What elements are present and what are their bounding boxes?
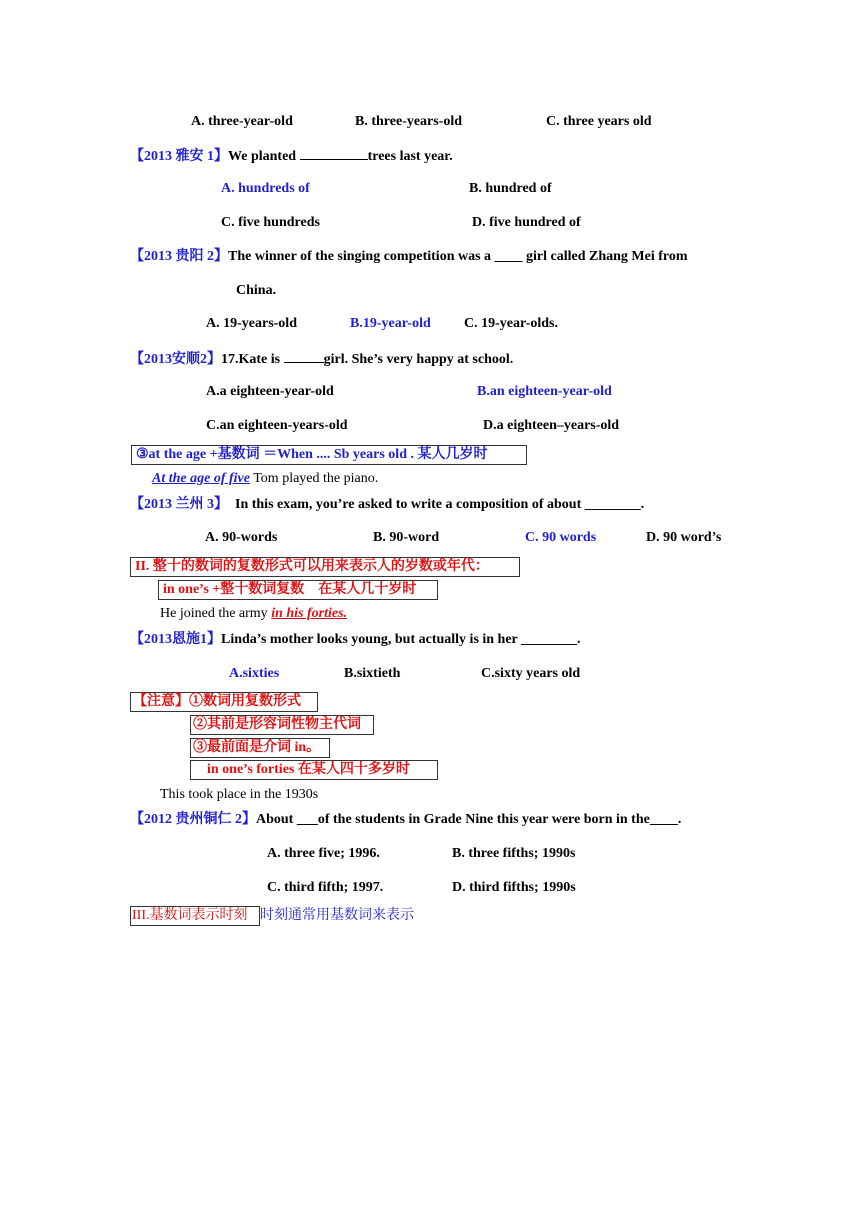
q2-option-c: C. 19-year-olds. [464,316,558,331]
q4-tag: 【2013 兰州 3】 [130,497,228,512]
q5-option-b: B.sixtieth [344,666,401,681]
q3-stem-pre: 17.Kate is [221,352,284,367]
q1-blank [300,145,368,160]
q2-option-a: A. 19-years-old [206,316,297,331]
note-line2: ②其前是形容词性物主代词 [190,715,374,735]
q1-option-c: C. five hundreds [221,215,320,230]
q5-option-c: C.sixty years old [481,666,581,681]
section3-heading: III.基数词表示时刻 [130,906,260,926]
q4-option-c: C. 90 words [525,530,597,545]
note-example: This took place in the 1930s [160,787,319,802]
section2-example-pre: He joined the army [160,606,272,621]
q4-stem [130,495,644,515]
q0-option-a: A. three-year-old [191,114,293,129]
q3-option-b: B.an eighteen-year-old [477,384,612,399]
q2-option-b: B.19-year-old [350,316,431,331]
q5-stem [130,630,581,650]
q1-option-b: B. hundred of [469,181,552,196]
q5-option-a: A.sixties [229,666,280,681]
q4-stem-text: In this exam, you’re asked to write a composition of about ________. [228,497,645,512]
section3-desc: 时刻通常用基数词来表示 [260,908,414,923]
section2-example [160,604,347,624]
q2-tag: 【2013 贵阳 2】 [130,249,228,264]
q6-option-a: A. three five; 1996. [267,846,380,861]
q6-option-c: C. third fifth; 1997. [267,880,384,895]
q3-stem [130,348,513,370]
rule3-example [152,469,378,489]
q3-stem-post: girl. She’s very happy at school. [323,352,514,367]
q3-option-a: A.a eighteen-year-old [206,384,334,399]
rule3-example-rest: Tom played the piano. [249,471,379,486]
q2-stem [130,247,688,267]
q3-blank [284,348,324,363]
q6-option-b: B. three fifths; 1990s [452,846,576,861]
note-line4: in one’s forties 在某人四十多岁时 [190,760,438,780]
section2-heading: II. 整十的数词的复数形式可以用来表示人的岁数或年代： [130,557,520,577]
q1-option-a: A. hundreds of [221,181,310,196]
q6-option-d: D. third fifths; 1990s [452,880,576,895]
section2-rule-box: in one’s +整十数词复数 在某人几十岁时 [158,580,438,600]
q6-tag: 【2012 贵州铜仁 2】 [130,812,256,827]
q1-stem-post: trees last year. [367,149,453,164]
q5-tag: 【2013恩施1】 [130,632,221,647]
q3-tag: 【2013安顺2】 [130,352,221,367]
rule3-example-em: At the age of five [152,471,250,486]
q6-stem [130,810,681,830]
section2-example-em: in his forties. [271,606,348,621]
q0-option-b: B. three-years-old [355,114,463,129]
note-line1: 【注意】①数词用复数形式 [130,692,318,712]
q1-tag: 【2013 雅安 1】 [130,149,228,164]
rule3-box: ③at the age +基数词 ＝When .... Sb years old . 某人几岁时 [131,445,527,465]
q3-option-c: C.an eighteen-years-old [206,418,348,433]
q2-stem-line2: China. [236,283,277,298]
q1-stem [130,145,453,167]
q6-stem-text: About ___of the students in Grade Nine this year were born in the____. [256,812,682,827]
q4-option-a: A. 90-words [205,530,278,545]
note-line3: ③最前面是介词 in。 [190,738,330,758]
q5-stem-text: Linda’s mother looks young, but actually is in her ________. [221,632,581,647]
q1-option-d: D. five hundred of [472,215,581,230]
q0-option-c: C. three years old [546,114,652,129]
q4-option-b: B. 90-word [373,530,440,545]
q2-stem-line1: The winner of the singing competition was a ____ girl called Zhang Mei from [228,249,688,264]
q1-stem-pre: We planted [228,149,300,164]
q3-option-d: D.a eighteen–years-old [483,418,620,433]
q4-option-d: D. 90 word’s [646,530,722,545]
